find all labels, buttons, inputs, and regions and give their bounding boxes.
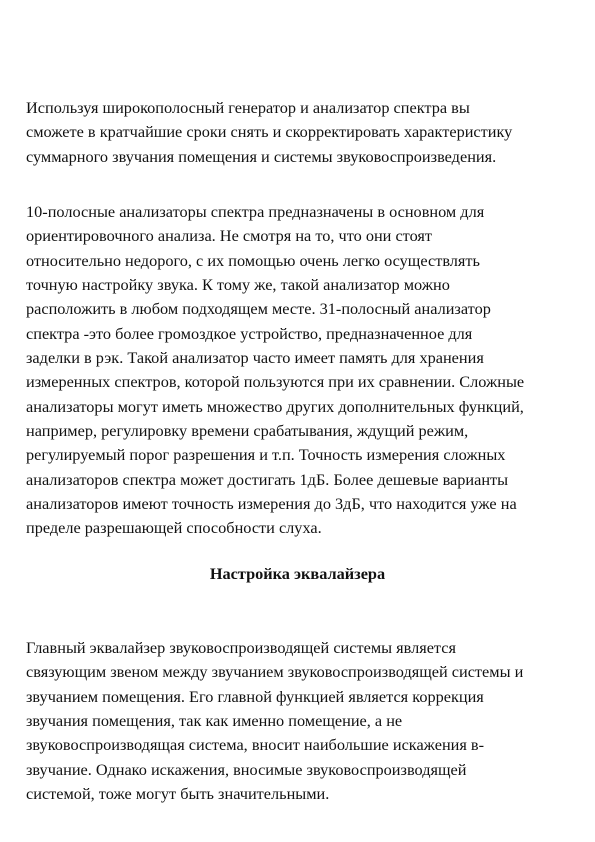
section-heading: Настройка эквалайзера [209,564,386,583]
paragraph-analyzers: 10-полосные анализаторы спектра предназначены в основном для ориентировочного анализа. Не смотря на то, что они стоят относительно недорого, с их помощью очень легко осуществлять точную настройку звука. К тому же, такой анализатор можно расположить в любом подходящем месте. 31-полосный анализатор спектра -это более громоздкое устройство, предназначенное для заделки в рэк. Такой анализатор часто имеет память для хранения измеренных спектров, которой пользуются при их сравнении. Сложные анализаторы могут иметь множество других дополнительных функций, например, регулировку времени срабатывания, ждущий режим, регулируемый порог разрешения и т.п. Точность измерения сложных анализаторов спектра может достигать 1дБ. Более дешевые варианты анализаторов имеют точность измерения до 3дБ, что находится уже на пределе разрешающей способности слуха. [26,202,525,538]
paragraph-equalizer: Главный эквалайзер звуковоспроизводящей системы является связующим звеном между звучанием звуковоспроизводящей системы и звучанием помещения. Его главной функцией является коррекция звучания помещения, так как именно помещение, а не звуковоспроизводящая система, вносит наибольшие искажения в- звучание. Однако искажения, вносимые звуковоспроизводящей системой, тоже могут быть значительными. [26,638,524,804]
paragraph-intro: Используя широкополосный генератор и анализатор спектра вы сможете в кратчайшие сроки снять и скорректировать характеристику суммарного звучания помещения и системы звуковоспроизведения. [26,98,513,166]
